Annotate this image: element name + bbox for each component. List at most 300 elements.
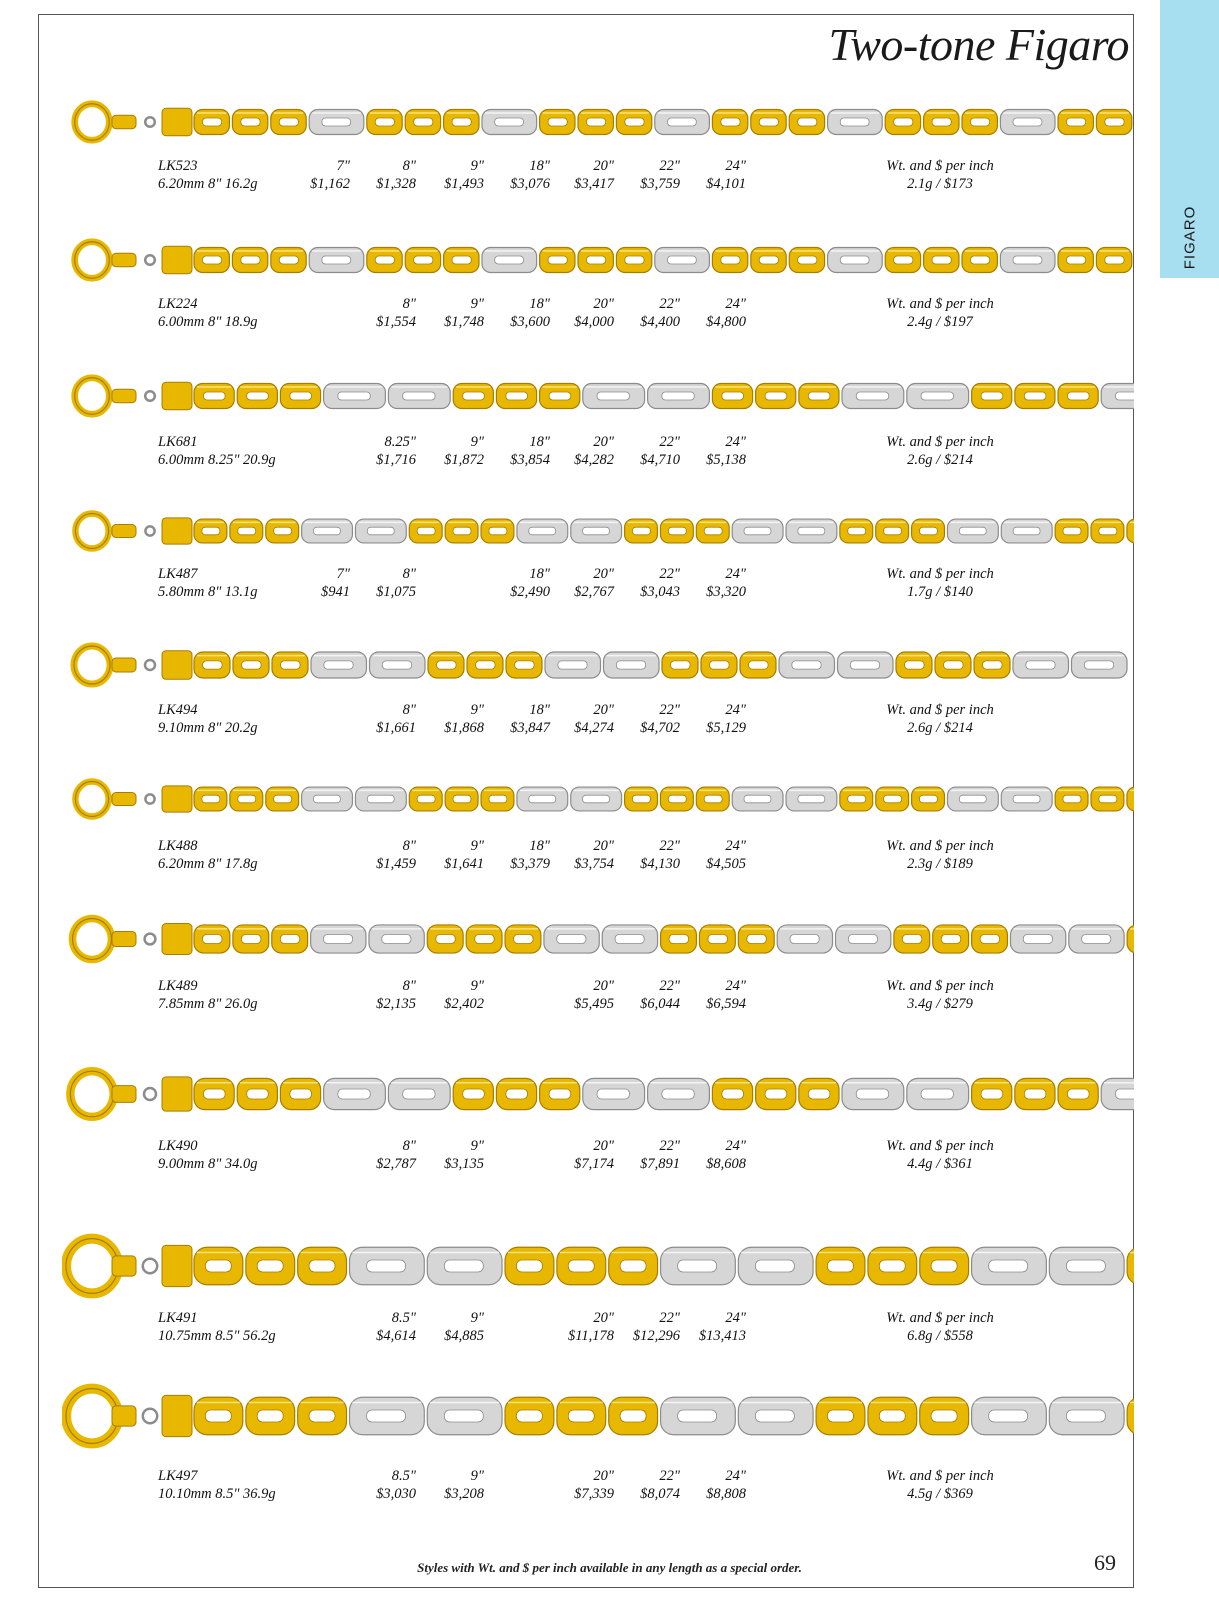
- product-lk497: [38, 1380, 1134, 1525]
- price-value: $3,854: [510, 452, 550, 468]
- jump-ring: [145, 660, 155, 670]
- chain-link-hole: [436, 935, 455, 944]
- chain-link-hole: [367, 1410, 406, 1422]
- per-inch-value: 2.6g / $214: [907, 452, 973, 468]
- product-code: LK490: [158, 1138, 198, 1154]
- clasp-ring-edge: [73, 918, 112, 959]
- per-inch-header: Wt. and $ per inch: [886, 1468, 994, 1484]
- chain-link-hole: [382, 661, 411, 669]
- price-value: $12,296: [632, 1328, 680, 1344]
- price-value: $4,274: [574, 720, 614, 736]
- length-label: 8": [402, 978, 416, 994]
- price-value: $2,787: [376, 1156, 416, 1172]
- chain-photo: [62, 776, 1134, 822]
- chain-photo: [62, 1380, 1134, 1452]
- chain-link-hole: [941, 935, 960, 944]
- chain-link-hole: [1023, 935, 1052, 944]
- chain-link-hole: [515, 661, 535, 669]
- price-value: $1,459: [376, 856, 416, 872]
- end-cap: [162, 518, 192, 544]
- jump-ring: [145, 255, 155, 265]
- chain-link-hole: [632, 795, 650, 803]
- length-label: 20": [593, 1468, 614, 1484]
- price-value: $3,043: [640, 584, 680, 600]
- clasp-ring-edge: [75, 782, 108, 817]
- chain-link-hole: [204, 1089, 226, 1099]
- chain-link-hole: [247, 392, 269, 400]
- chain-link-hole: [529, 527, 556, 535]
- chain-link-hole: [1013, 256, 1042, 264]
- chain-link-hole: [238, 795, 256, 803]
- chain-photo: [62, 98, 1134, 146]
- length-label: 24": [725, 1468, 746, 1484]
- chain-link-hole: [848, 527, 866, 535]
- chain-link-hole: [202, 795, 220, 803]
- per-inch-value: 3.4g / $279: [907, 996, 973, 1012]
- chain-link-hole: [279, 256, 298, 264]
- chain-link-hole: [476, 661, 496, 669]
- chain-link-hole: [983, 661, 1003, 669]
- chain-link-hole: [919, 527, 937, 535]
- chain-link-hole: [894, 256, 913, 264]
- chain-link-hole: [241, 935, 260, 944]
- product-code: LK224: [158, 296, 198, 312]
- length-label: 8": [402, 702, 416, 718]
- length-label: 18": [529, 296, 550, 312]
- jump-ring: [145, 526, 154, 535]
- per-inch-header: Wt. and $ per inch: [886, 1310, 994, 1326]
- length-label: 9": [470, 1138, 484, 1154]
- chain-link-hole: [827, 1410, 853, 1422]
- chain-link-hole: [495, 256, 524, 264]
- price-value: $2,767: [574, 584, 614, 600]
- price-value: $4,400: [640, 314, 680, 330]
- chain-link-hole: [856, 1089, 888, 1099]
- length-label: 20": [593, 838, 614, 854]
- chain-link-hole: [1066, 256, 1085, 264]
- product-spec: 5.80mm 8" 13.1g: [158, 584, 258, 600]
- chain-link-hole: [375, 118, 394, 126]
- length-label: 22": [659, 434, 680, 450]
- per-inch-value: 1.7g / $140: [907, 584, 973, 600]
- chain-link-hole: [1013, 795, 1040, 803]
- chain-link-hole: [921, 1089, 953, 1099]
- chain-link-hole: [765, 1089, 787, 1099]
- length-label: 22": [659, 1468, 680, 1484]
- chain-photo: [62, 912, 1134, 966]
- chain-link-hole: [919, 795, 937, 803]
- price-value: $1,554: [376, 314, 416, 330]
- chain-photo: [62, 236, 1134, 284]
- chain-link-hole: [981, 1089, 1003, 1099]
- chain-link-hole: [620, 1410, 646, 1422]
- price-value: $3,847: [510, 720, 550, 736]
- chain-link-hole: [549, 1089, 571, 1099]
- chain-link-hole: [902, 935, 921, 944]
- price-value: $3,417: [574, 176, 614, 192]
- length-label: 20": [593, 434, 614, 450]
- chain-image: [62, 912, 1134, 966]
- chain-link-hole: [1115, 1089, 1134, 1099]
- chain-link-hole: [755, 1260, 794, 1272]
- chain-link-hole: [417, 795, 435, 803]
- clasp-barrel: [112, 389, 136, 402]
- length-label: 22": [659, 1138, 680, 1154]
- chain-link-hole: [506, 1089, 528, 1099]
- length-label: 20": [593, 296, 614, 312]
- chain-link-hole: [202, 256, 221, 264]
- chain-link-hole: [722, 392, 744, 400]
- price-value: $4,130: [640, 856, 680, 872]
- chain-link-hole: [625, 256, 644, 264]
- chain-link-hole: [309, 1260, 335, 1272]
- chain-link-hole: [721, 256, 740, 264]
- product-spec: 7.85mm 8" 26.0g: [158, 996, 258, 1012]
- chain-link-hole: [662, 392, 694, 400]
- chain-link-hole: [884, 527, 902, 535]
- chain-link-hole: [247, 1089, 269, 1099]
- clasp-ring-edge: [75, 242, 110, 278]
- length-label: 20": [593, 158, 614, 174]
- length-label: 18": [529, 158, 550, 174]
- chain-link-hole: [1013, 118, 1042, 126]
- length-label: 22": [659, 838, 680, 854]
- price-value: $1,328: [376, 176, 416, 192]
- price-value: $3,135: [444, 1156, 484, 1172]
- product-lk494: [38, 640, 1134, 785]
- chain-image: [62, 1380, 1134, 1452]
- chain-link-hole: [765, 392, 787, 400]
- length-label: 24": [725, 702, 746, 718]
- price-value: $3,076: [510, 176, 550, 192]
- clasp-ring-edge: [75, 378, 110, 414]
- jump-ring: [145, 391, 155, 401]
- length-label: 20": [593, 1310, 614, 1326]
- clasp-ring-edge: [70, 1071, 113, 1117]
- chain-link-hole: [1068, 1089, 1090, 1099]
- clasp-barrel: [112, 115, 136, 128]
- chain-link-hole: [203, 935, 222, 944]
- chain-link-hole: [704, 795, 722, 803]
- chain-link-hole: [959, 795, 986, 803]
- length-label: 20": [593, 1138, 614, 1154]
- chain-link-hole: [808, 1089, 830, 1099]
- chain-image: [62, 776, 1134, 822]
- length-label: 9": [470, 1468, 484, 1484]
- chain-link-hole: [798, 527, 825, 535]
- product-spec: 9.00mm 8" 34.0g: [158, 1156, 258, 1172]
- chain-link-hole: [1084, 661, 1113, 669]
- chain-link-hole: [241, 256, 260, 264]
- clasp-barrel: [112, 931, 136, 946]
- chain-link-hole: [290, 392, 312, 400]
- chain-link-hole: [921, 392, 953, 400]
- chain-image: [62, 372, 1134, 420]
- chain-link-hole: [884, 795, 902, 803]
- chain-link-hole: [1105, 256, 1124, 264]
- chain-link-hole: [238, 527, 256, 535]
- page-title: Two-tone Figaro: [828, 19, 1129, 70]
- chain-photo: [62, 640, 1134, 690]
- chain-link-hole: [678, 1410, 717, 1422]
- per-inch-value: 2.3g / $189: [907, 856, 973, 872]
- chain-image: [62, 98, 1134, 146]
- end-cap: [162, 786, 192, 812]
- chain-link-hole: [879, 1410, 905, 1422]
- price-value: $7,174: [574, 1156, 614, 1172]
- price-value: $3,754: [574, 856, 614, 872]
- clasp-barrel: [112, 1086, 136, 1103]
- chain-link-hole: [1024, 1089, 1046, 1099]
- price-value: $7,891: [640, 1156, 680, 1172]
- length-label: 9": [470, 978, 484, 994]
- clasp-barrel: [112, 1406, 136, 1426]
- clasp-barrel: [112, 793, 136, 806]
- chain-link-hole: [403, 1089, 435, 1099]
- chain-link-hole: [931, 1260, 957, 1272]
- chain-link-hole: [597, 1089, 629, 1099]
- length-label: 24": [725, 296, 746, 312]
- per-inch-header: Wt. and $ per inch: [886, 978, 994, 994]
- price-value: $4,000: [574, 314, 614, 330]
- per-inch-value: 4.4g / $361: [907, 1156, 973, 1172]
- length-label: 8": [402, 566, 416, 582]
- chain-link-hole: [516, 1260, 542, 1272]
- chain-link-hole: [1066, 1260, 1105, 1272]
- jump-ring: [145, 794, 154, 803]
- jump-ring: [144, 1088, 156, 1100]
- jump-ring: [145, 117, 155, 127]
- product-spec: 9.10mm 8" 20.2g: [158, 720, 258, 736]
- chain-link-hole: [632, 527, 650, 535]
- chain-link-hole: [489, 527, 507, 535]
- chain-link-hole: [281, 661, 301, 669]
- price-value: $2,402: [444, 996, 484, 1012]
- length-label: 9": [470, 1310, 484, 1326]
- chain-link-hole: [798, 256, 817, 264]
- chain-link-hole: [309, 1410, 335, 1422]
- chain-link-hole: [721, 118, 740, 126]
- chain-link-hole: [970, 256, 989, 264]
- price-value: $2,490: [510, 584, 550, 600]
- chain-link-hole: [856, 392, 888, 400]
- chain-link-hole: [678, 1260, 717, 1272]
- chain-link-hole: [808, 392, 830, 400]
- chain-link-hole: [827, 1260, 853, 1272]
- price-value: $4,710: [640, 452, 680, 468]
- price-value: $3,320: [706, 584, 746, 600]
- clasp-barrel: [112, 658, 136, 672]
- price-value: $1,872: [444, 452, 484, 468]
- chain-link-hole: [879, 1260, 905, 1272]
- length-label: 7": [336, 566, 350, 582]
- chain-link-hole: [506, 392, 528, 400]
- per-inch-header: Wt. and $ per inch: [886, 434, 994, 450]
- price-value: $4,800: [706, 314, 746, 330]
- chain-link-hole: [981, 392, 1003, 400]
- end-cap: [162, 108, 192, 135]
- chain-link-hole: [403, 392, 435, 400]
- chain-link-hole: [848, 935, 877, 944]
- length-label: 8": [402, 838, 416, 854]
- chain-link-hole: [205, 1410, 231, 1422]
- chain-link-hole: [704, 527, 722, 535]
- price-value: $1,162: [310, 176, 350, 192]
- product-code: LK494: [158, 702, 198, 718]
- length-label: 24": [725, 566, 746, 582]
- chain-link-hole: [970, 118, 989, 126]
- length-label: 24": [725, 978, 746, 994]
- footnote: Styles with Wt. and $ per inch available in any length as a special order.: [417, 1560, 802, 1575]
- page-number: 69: [1094, 1550, 1116, 1575]
- chain-link-hole: [274, 527, 292, 535]
- chain-link-hole: [1068, 392, 1090, 400]
- chain-photo: [62, 1064, 1134, 1124]
- chain-link-hole: [367, 795, 394, 803]
- chain-link-hole: [338, 392, 370, 400]
- price-value: $1,641: [444, 856, 484, 872]
- chain-link-hole: [489, 795, 507, 803]
- product-code: LK489: [158, 978, 198, 994]
- price-value: $7,339: [574, 1486, 614, 1502]
- chain-link-hole: [759, 256, 778, 264]
- chain-link-hole: [495, 118, 524, 126]
- length-label: 24": [725, 1138, 746, 1154]
- chain-photo: [62, 1230, 1134, 1302]
- chain-image: [62, 1064, 1134, 1124]
- length-label: 8": [402, 158, 416, 174]
- chain-link-hole: [1063, 527, 1081, 535]
- chain-link-hole: [452, 256, 471, 264]
- product-code: LK491: [158, 1310, 198, 1326]
- clasp-ring-edge: [75, 514, 108, 549]
- product-code: LK487: [158, 566, 198, 582]
- chain-link-hole: [744, 527, 771, 535]
- chain-link-hole: [1082, 935, 1111, 944]
- chain-link-hole: [932, 256, 951, 264]
- price-value: $4,282: [574, 452, 614, 468]
- chain-link-hole: [242, 661, 262, 669]
- chain-link-hole: [989, 1410, 1028, 1422]
- product-lk224: [38, 236, 1134, 381]
- per-inch-header: Wt. and $ per inch: [886, 296, 994, 312]
- length-label: 8": [402, 296, 416, 312]
- price-value: $1,493: [444, 176, 484, 192]
- chain-link-hole: [516, 1410, 542, 1422]
- end-cap: [162, 1395, 192, 1436]
- length-label: 20": [593, 702, 614, 718]
- chain-link-hole: [367, 1260, 406, 1272]
- jump-ring: [143, 1259, 157, 1273]
- chain-link-hole: [667, 256, 696, 264]
- length-label: 9": [470, 434, 484, 450]
- length-label: 18": [529, 838, 550, 854]
- chain-link-hole: [274, 795, 292, 803]
- price-value: $4,505: [706, 856, 746, 872]
- end-cap: [162, 1245, 192, 1286]
- length-label: 22": [659, 702, 680, 718]
- price-value: $3,759: [640, 176, 680, 192]
- jump-ring: [145, 934, 156, 945]
- chain-link-hole: [710, 661, 730, 669]
- chain-link-hole: [414, 118, 433, 126]
- length-label: 24": [725, 838, 746, 854]
- product-spec: 10.75mm 8.5" 56.2g: [158, 1328, 276, 1344]
- length-label: 24": [725, 1310, 746, 1326]
- chain-link-hole: [932, 118, 951, 126]
- price-value: $1,868: [444, 720, 484, 736]
- product-code: LK488: [158, 838, 198, 854]
- chain-link-hole: [989, 1260, 1028, 1272]
- price-value: $4,702: [640, 720, 680, 736]
- chain-link-hole: [625, 118, 644, 126]
- end-cap: [162, 246, 192, 273]
- chain-link-hole: [931, 1410, 957, 1422]
- price-value: $4,101: [706, 176, 746, 192]
- price-value: $11,178: [567, 1328, 614, 1344]
- price-value: $5,129: [706, 720, 746, 736]
- length-label: 18": [529, 566, 550, 582]
- chain-link-hole: [662, 1089, 694, 1099]
- chain-link-hole: [668, 795, 686, 803]
- product-code: LK523: [158, 158, 198, 174]
- chain-link-hole: [790, 935, 819, 944]
- length-label: 22": [659, 158, 680, 174]
- length-label: 20": [593, 978, 614, 994]
- chain-link-hole: [444, 1410, 483, 1422]
- length-label: 8.25": [384, 434, 416, 450]
- chain-link-hole: [557, 935, 586, 944]
- chain-link-hole: [475, 935, 494, 944]
- chain-link-hole: [514, 935, 533, 944]
- chain-link-hole: [338, 1089, 370, 1099]
- chain-link-hole: [1099, 527, 1117, 535]
- chain-link-hole: [375, 256, 394, 264]
- chain-link-hole: [798, 118, 817, 126]
- per-inch-value: 6.8g / $558: [907, 1328, 973, 1344]
- chain-link-hole: [850, 661, 879, 669]
- chain-link-hole: [322, 256, 351, 264]
- section-tab-label-wrap: [1160, 0, 1219, 278]
- chain-link-hole: [324, 661, 353, 669]
- price-value: $8,074: [640, 1486, 680, 1502]
- chain-link-hole: [568, 1260, 594, 1272]
- chain-link-hole: [414, 256, 433, 264]
- chain-link-hole: [241, 118, 260, 126]
- product-spec: 10.10mm 8.5" 36.9g: [158, 1486, 276, 1502]
- length-label: 9": [470, 158, 484, 174]
- chain-link-hole: [744, 795, 771, 803]
- chain-link-hole: [615, 935, 644, 944]
- price-value: $4,885: [444, 1328, 484, 1344]
- per-inch-header: Wt. and $ per inch: [886, 158, 994, 174]
- chain-link-hole: [583, 527, 610, 535]
- price-value: $3,030: [376, 1486, 416, 1502]
- chain-link-hole: [290, 1089, 312, 1099]
- chain-image: [62, 1230, 1134, 1302]
- product-lk488: [38, 776, 1134, 921]
- chain-link-hole: [667, 118, 696, 126]
- chain-link-hole: [840, 118, 869, 126]
- product-spec: 6.20mm 8" 17.8g: [158, 856, 258, 872]
- length-label: 18": [529, 434, 550, 450]
- chain-link-hole: [980, 935, 999, 944]
- length-label: 8.5": [391, 1310, 416, 1326]
- chain-link-hole: [313, 527, 340, 535]
- product-lk489: [38, 912, 1134, 1057]
- chain-link-hole: [548, 256, 567, 264]
- clasp-barrel: [112, 1256, 136, 1276]
